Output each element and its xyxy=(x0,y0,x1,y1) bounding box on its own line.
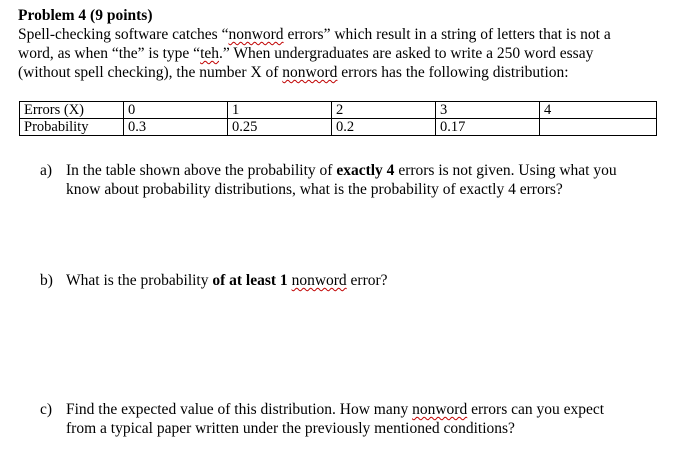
row-label-probability: Probability xyxy=(20,119,124,136)
question-line xyxy=(66,400,666,419)
question-text-part: errors is not given. Using what you xyxy=(394,162,617,179)
question-line xyxy=(66,161,666,180)
intro-text: errors” which result in a string of letters that is not a xyxy=(283,26,611,43)
question-text xyxy=(66,271,666,290)
question-text xyxy=(66,400,666,438)
intro-line-1 xyxy=(18,25,668,44)
question-line: know about probability distributions, what is the probability of exactly 4 errors? xyxy=(66,181,563,198)
question-text-part: error? xyxy=(346,272,388,289)
misspelled-word: nonword xyxy=(228,26,284,43)
problem-intro xyxy=(18,25,668,82)
question-text-part: Find the expected value of this distribution. How many xyxy=(66,401,413,418)
emphasis-text: of at least 1 xyxy=(212,272,288,289)
misspelled-word: teh xyxy=(200,45,220,62)
table-cell: 3 xyxy=(436,102,540,119)
question-line: from a typical paper written under the previously mentioned conditions? xyxy=(66,420,515,437)
intro-text: (without spell checking), the number X of xyxy=(18,64,283,81)
misspelled-word: nonword xyxy=(282,64,338,81)
question-line xyxy=(66,271,666,290)
table-cell: 0.3 xyxy=(124,119,228,136)
table-cell: 0.25 xyxy=(228,119,332,136)
table-cell: 0.17 xyxy=(436,119,540,136)
intro-text: errors has the following distribution: xyxy=(337,64,569,81)
table-cell: 0.2 xyxy=(332,119,436,136)
distribution-table xyxy=(19,101,657,136)
table-row-errors xyxy=(20,102,657,119)
table-cell: 1 xyxy=(228,102,332,119)
question-letter: b) xyxy=(40,272,53,289)
table-row-probability xyxy=(20,119,657,136)
intro-text: Spell-checking software catches “ xyxy=(18,26,229,43)
intro-text: word, as when “the” is type “ xyxy=(18,45,201,62)
problem-title: Problem 4 (9 points) xyxy=(18,7,153,24)
misspelled-word: nonword xyxy=(412,401,468,418)
question-letter: a) xyxy=(40,162,53,179)
question-text-part: What is the probability xyxy=(66,272,213,289)
intro-line-2 xyxy=(18,44,668,63)
misspelled-word: nonword xyxy=(291,272,347,289)
emphasis-text: exactly 4 xyxy=(336,162,395,179)
intro-text: .” When undergraduates are asked to write a 250 word essay xyxy=(219,45,594,62)
question-text-part: errors can you expect xyxy=(467,401,605,418)
table-cell: 2 xyxy=(332,102,436,119)
question-letter: c) xyxy=(40,401,53,418)
intro-line-3 xyxy=(18,63,668,82)
table-cell-empty xyxy=(540,119,657,136)
table-cell: 4 xyxy=(540,102,657,119)
row-label-errors: Errors (X) xyxy=(20,102,124,119)
table-cell: 0 xyxy=(124,102,228,119)
question-text-part: In the table shown above the probability of xyxy=(66,162,337,179)
question-text xyxy=(66,161,666,199)
